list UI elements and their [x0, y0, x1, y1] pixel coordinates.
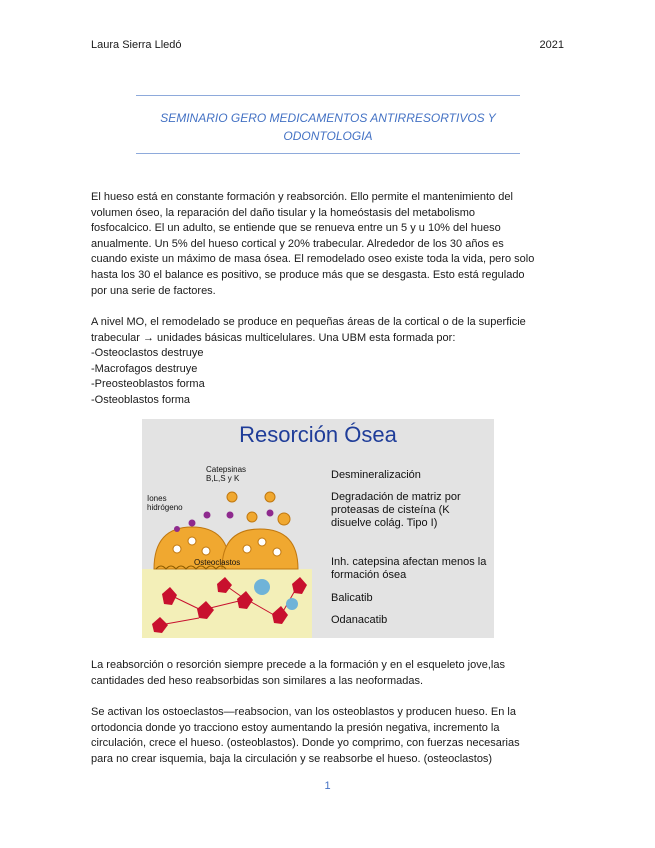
paragraph-bone-turnover [91, 190, 561, 299]
figure-item-balicatib: Balicatib [331, 592, 373, 604]
list-item: -Osteoblastos forma [91, 393, 191, 406]
figure-item-desmineralizacion: Desmineralización [331, 469, 421, 481]
osteoclast-illustration [142, 419, 332, 638]
text-line: para no crear isquemia, baja la circulación y se reabsorbe el hueso. (osteoclastos) [91, 752, 493, 765]
list-item: -Macrofagos destruye [91, 362, 198, 375]
text-line: Se activan los ostoeclastos—reabsocion, van los osteoblastos y producen hueso. En la [91, 706, 516, 718]
iones-hidrogeno-label [147, 494, 183, 512]
text-line: ortodoncia donde yo tracciono estoy aumentando la presión negativa, incremento la [91, 721, 500, 734]
figure-item-inh-catepsina: Inh. catepsina afectan menos la formación ósea [331, 556, 487, 581]
paragraph-resorption [91, 658, 561, 689]
text-line: volumen óseo, la reparación del daño tisular y la homeóstasis del metabolismo [91, 206, 475, 219]
text-line: fosfocalcico. El un adulto, se entiende que se renueva entre un 5 y u 10% del hueso [91, 222, 501, 235]
text-line: circulación, crece el hueso. (osteoblastos). Donde yo comprimo, con fuerzas necesarias [91, 737, 520, 750]
header-author: Laura Sierra Lledó [91, 39, 182, 51]
figure-title: Resorción Ósea [239, 422, 397, 447]
title-top-rule [136, 95, 520, 96]
figure-item-degradacion: Degradación de matriz por proteasas de cisteína (K disuelve colág. Tipo I) [331, 491, 461, 529]
list-item: -Osteoclastos destruye [91, 347, 204, 360]
page-number: 1 [324, 780, 331, 792]
catepsinas-text: Catepsinas [206, 465, 247, 474]
list-item: -Preosteoblastos forma [91, 378, 205, 391]
document-title [136, 109, 520, 145]
text-line: por una serie de factores. [91, 284, 216, 297]
resorption-figure [142, 419, 494, 638]
text-line: A nivel MO, el remodelado se produce en pequeñas áreas de la cortical o de la superficie [91, 316, 526, 328]
catepsinas-types: B,L,S y K [206, 474, 240, 483]
title-line-1: SEMINARIO GERO MEDICAMENTOS ANTIRRESORTIVOS Y [160, 111, 496, 125]
text-line: El hueso está en constante formación y reabsorción. Ello permite el mantenimiento del [91, 191, 513, 203]
osteoclastos-label: Osteoclastos [194, 558, 241, 567]
text-line: anualmente. Un 5% del hueso cortical y 20% trabecular. Alrededor de los 30 años es [91, 237, 504, 250]
paragraph-ubm [91, 315, 561, 409]
text-line: La reabsorción o resorción siempre precede a la formación y en el esqueleto jove,las [91, 659, 505, 671]
hidrogeno-text: hidrógeno [147, 503, 183, 512]
text-line: cantidades ded heso reabsorbidas son similares a las neoformadas. [91, 674, 424, 687]
text-line: hasta los 30 el balance es positivo, se produce más que se desgasta. Esto está regulado [91, 268, 525, 281]
text-line: cuando existe un máximo de masa ósea. El remodelado oseo existe toda la vida, pero solo [91, 253, 535, 266]
catepsinas-label [206, 465, 246, 483]
cathepsin-vesicles [227, 492, 290, 525]
title-line-2: ODONTOLOGIA [283, 129, 373, 143]
text-line: trabecular → unidades básicas multicelulares. Una UBM esta formada por: [91, 331, 456, 344]
iones-text: Iones [147, 494, 167, 503]
figure-item-odanacatib: Odanacatib [331, 614, 388, 626]
paragraph-orthodontics [91, 705, 561, 767]
header-year: 2021 [539, 39, 564, 51]
title-bottom-rule [136, 153, 520, 154]
